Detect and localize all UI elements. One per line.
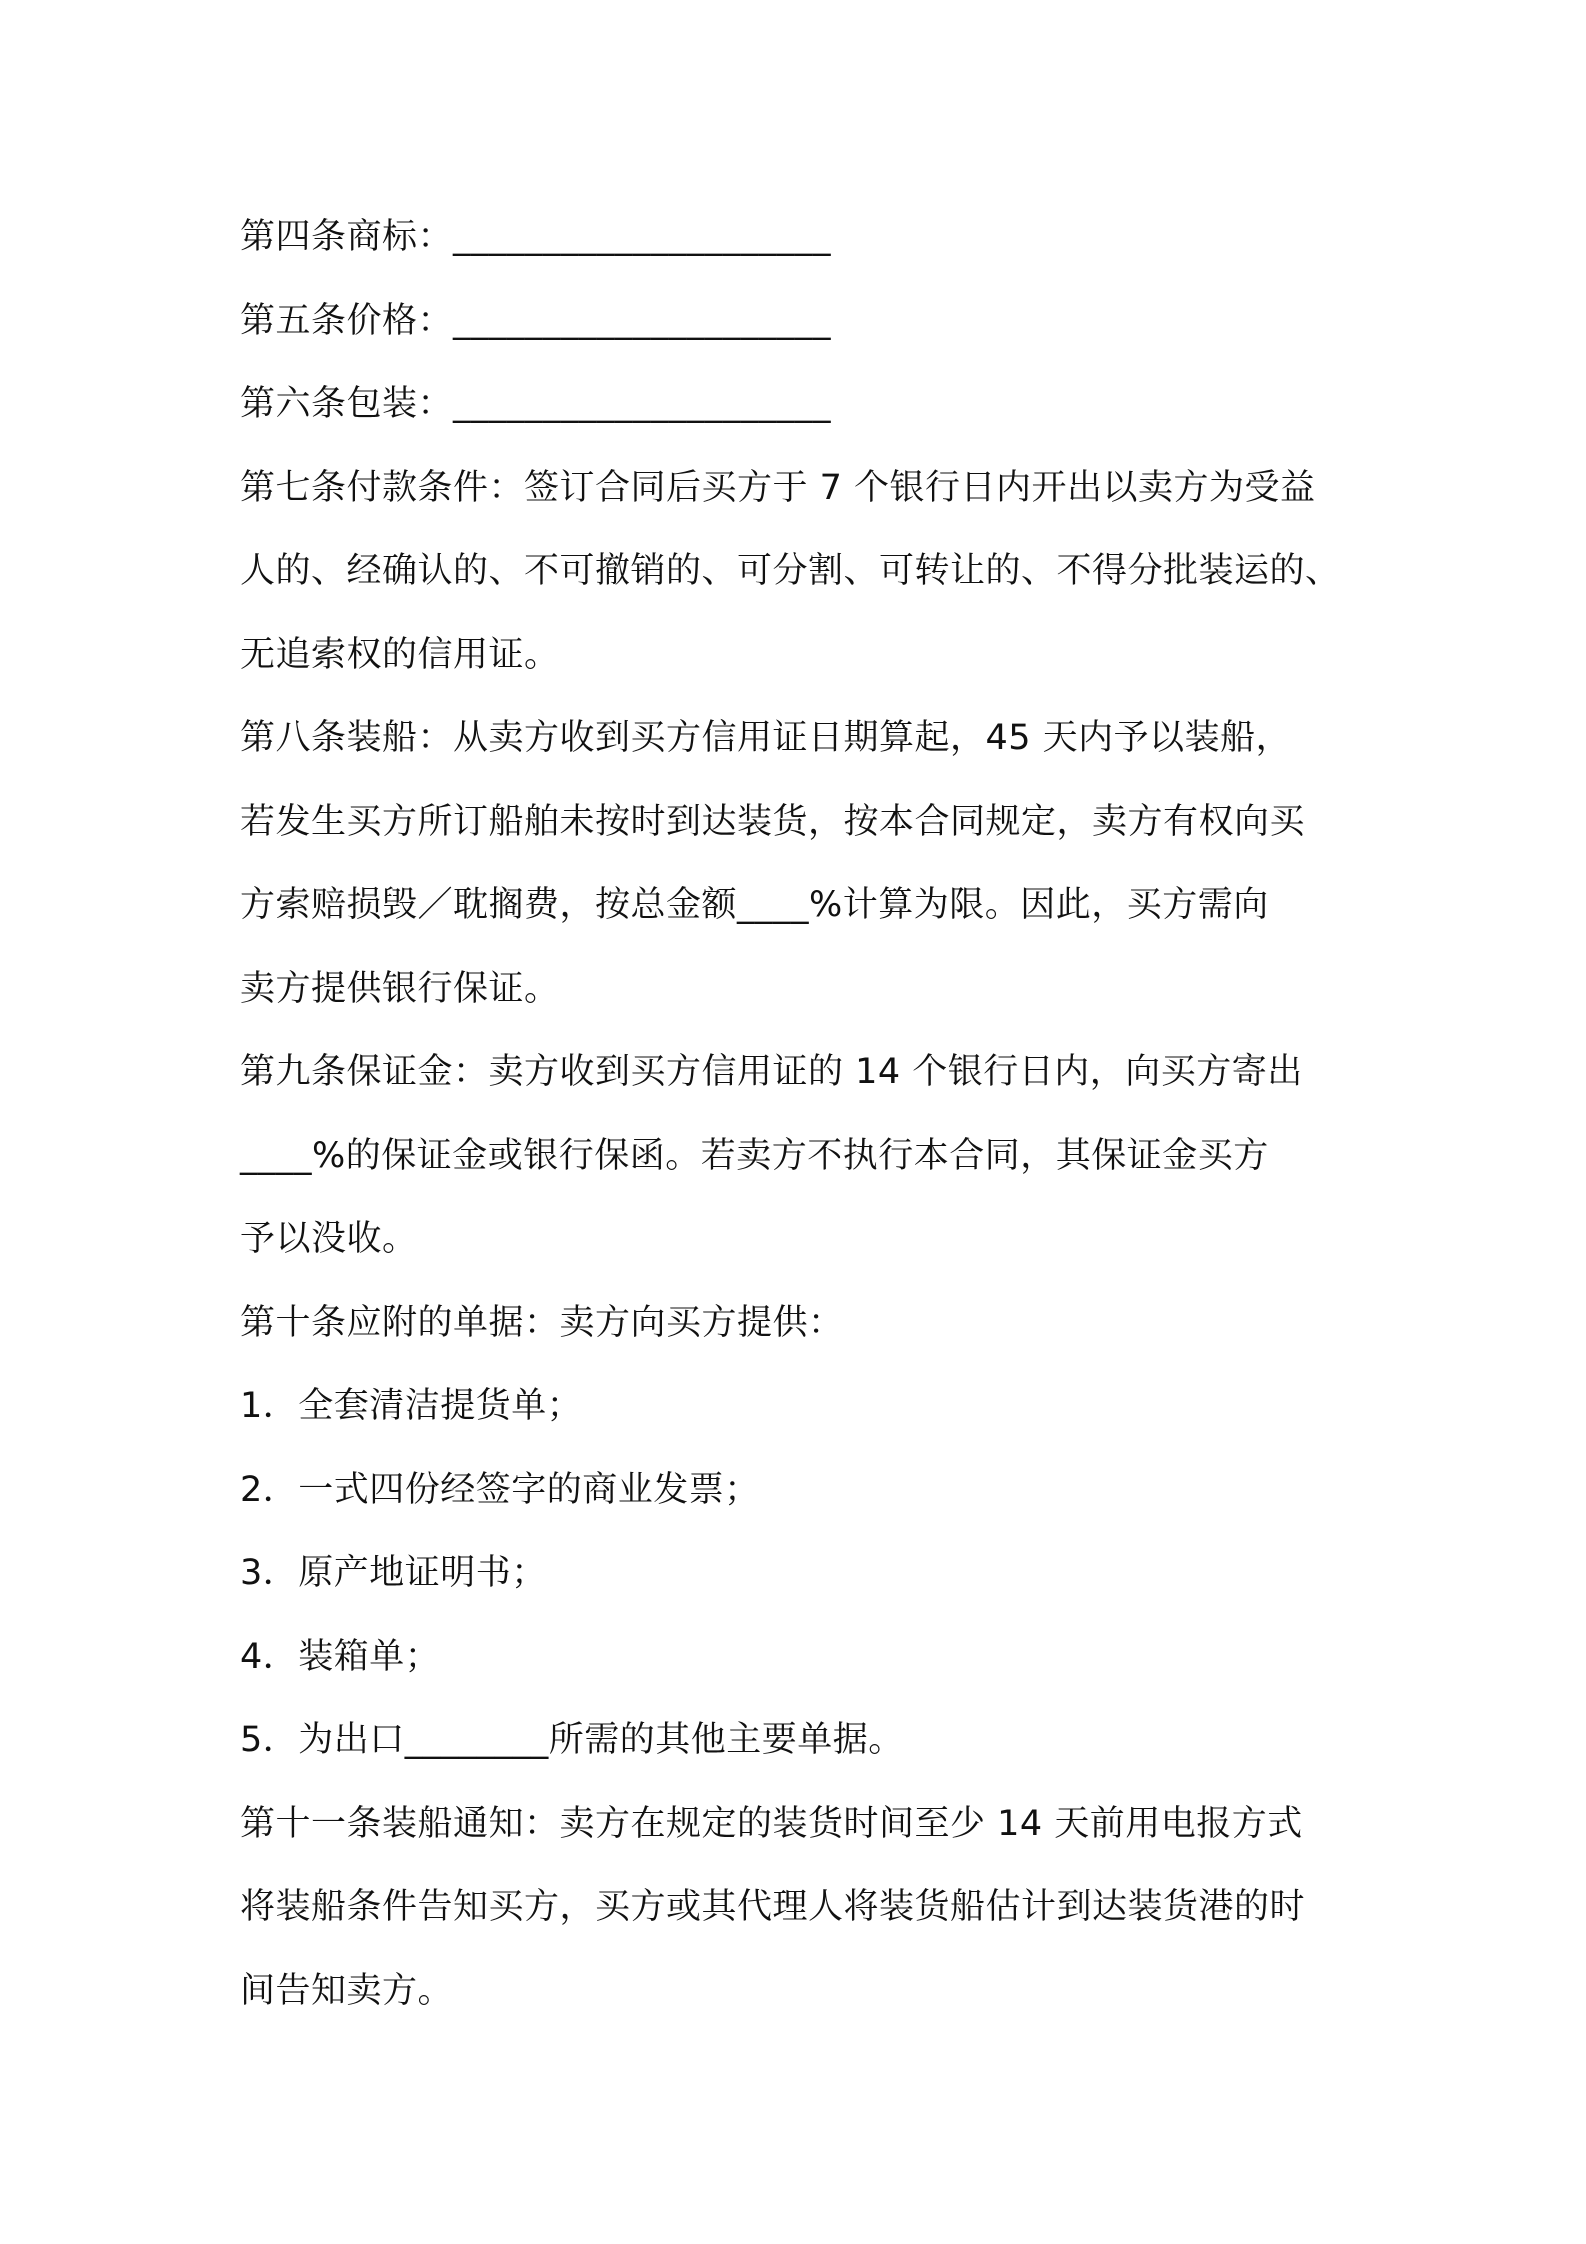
clause-7-payment-line-3: 无追索权的信用证。 <box>240 634 560 675</box>
clause-11-notice-line-2: 将装船条件告知买方，买方或其代理人将装货船估计到达装货港的时 <box>240 1887 1306 1927</box>
clause-9-deposit-line-3: 予以没收。 <box>240 1219 418 1259</box>
clause-5-price: 第五条价格：_____________________ <box>240 300 832 341</box>
clause-9-deposit-line-2: ____%的保证金或银行保函。若卖方不执行本合同，其保证金买方 <box>240 1135 1269 1176</box>
clause-7-payment-line-1: 第七条付款条件：签订合同后买方于 7 个银行日内开出以卖方为受益 <box>240 467 1316 508</box>
clause-10-documents: 第十条应附的单据：卖方向买方提供： <box>240 1302 844 1343</box>
document-item-2: 2．一式四份经签字的商业发票； <box>240 1469 760 1510</box>
clause-4-trademark: 第四条商标：_____________________ <box>240 217 832 257</box>
document-item-4: 4．装箱单； <box>240 1636 441 1677</box>
clause-8-shipment-line-1: 第八条装船：从卖方收到买方信用证日期算起，45 天内予以装船， <box>240 718 1292 758</box>
clause-11-notice-line-1: 第十一条装船通知：卖方在规定的装货时间至少 14 天前用电报方式 <box>240 1803 1303 1844</box>
clause-11-notice-line-3: 间告知卖方。 <box>240 1970 454 2011</box>
clause-9-deposit-line-1: 第九条保证金：卖方收到买方信用证的 14 个银行日内，向买方寄出 <box>240 1052 1303 1092</box>
clause-8-shipment-line-2: 若发生买方所订船舶未按时到达装货，按本合同规定，卖方有权向买 <box>240 801 1306 842</box>
document-item-1: 1．全套清洁提货单； <box>240 1386 583 1426</box>
document-item-3: 3．原产地证明书； <box>240 1553 547 1593</box>
clause-7-payment-line-2: 人的、经确认的、不可撤销的、可分割、可转让的、不得分批装运的、 <box>240 551 1341 591</box>
clause-8-shipment-line-4: 卖方提供银行保证。 <box>240 968 560 1009</box>
clause-8-shipment-line-3: 方索赔损毁／耽搁费，按总金额____%计算为限。因此，买方需向 <box>240 885 1269 925</box>
contract-text <box>240 196 1360 2033</box>
clause-6-packing: 第六条包装：_____________________ <box>240 384 832 424</box>
document-item-5: 5．为出口________所需的其他主要单据。 <box>240 1720 904 1760</box>
